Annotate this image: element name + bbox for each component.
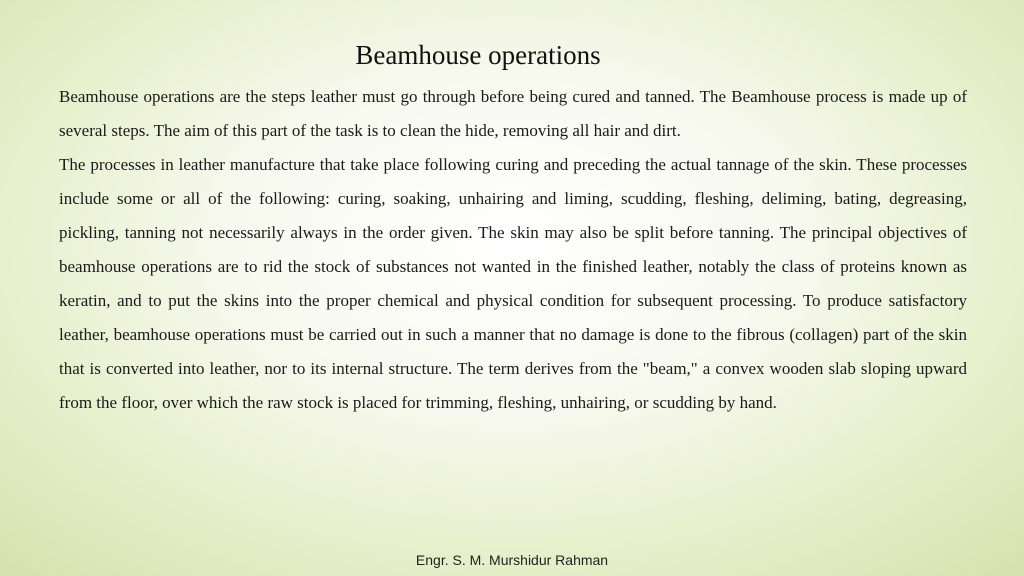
slide-footer-author: Engr. S. M. Murshidur Rahman [415,552,609,568]
slide-title: Beamhouse operations [355,40,601,70]
slide-body [59,80,967,420]
body-paragraph-intro: Beamhouse operations are the steps leather must go through before being cured and tanned. The Beamhouse process is made up of several steps. The aim of this part of the task is to clean the hide, removing all hair and dirt. [59,87,967,140]
body-paragraph-processes: The processes in leather manufacture that take place following curing and preceding the actual tannage of the skin. These processes include some or all of the following: curing, soaking, unhairing and liming, scudding, fleshing, deliming, bating, degreasing, pickling, tanning not necessarily always in the order given. The skin may also be split before tanning. The principal objectives of beamhouse operations are to rid the stock of substances not wanted in the finished leather, notably the class of proteins known as keratin, and to put the skins into the proper chemical and physical condition for subsequent processing. To produce satisfactory leather, beamhouse operations must be carried out in such a manner that no damage is done to the fibrous (collagen) part of the skin that is converted into leather, nor to its internal structure. The term derives from the "beam," a convex wooden slab sloping upward from the floor, over which the raw stock is placed for trimming, fleshing, unhairing, or scudding by hand. [59,155,967,412]
